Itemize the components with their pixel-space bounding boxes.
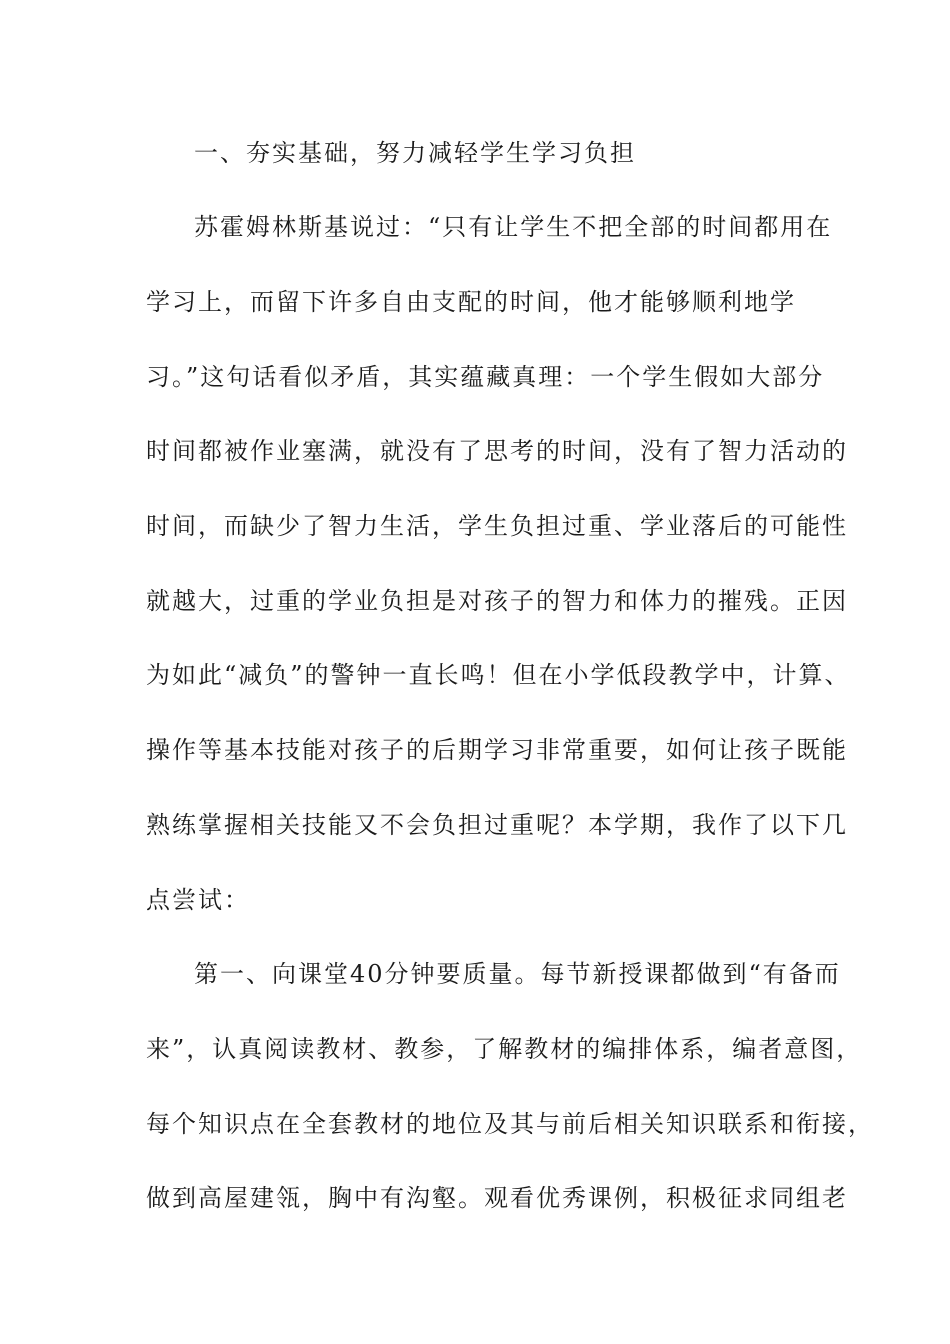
paragraph-line: 时间，而缺少了智力生活，学生负担过重、学业落后的可能性: [146, 512, 848, 540]
paragraph-line: 习。”这句话看似矛盾，其实蕴藏真理：一个学生假如大部分: [146, 363, 825, 391]
paragraph-line: 就越大，过重的学业负担是对孩子的智力和体力的摧残。正因: [146, 587, 848, 615]
paragraph-line: 做到高屋建瓴，胸中有沟壑。观看优秀课例，积极征求同组老: [146, 1184, 848, 1212]
paragraph-line: 熟练掌握相关技能又不会负担过重呢？本学期，我作了以下几: [146, 811, 848, 839]
paragraph-line: 苏霍姆林斯基说过：“只有让学生不把全部的时间都用在: [194, 213, 833, 241]
section-heading: 一、夯实基础，努力减轻学生学习负担: [194, 139, 636, 167]
paragraph-line: 操作等基本技能对孩子的后期学习非常重要，如何让孩子既能: [146, 736, 848, 764]
paragraph-line: 学习上，而留下许多自由支配的时间，他才能够顺利地学: [146, 288, 796, 316]
paragraph-line: 点尝试：: [146, 886, 250, 914]
paragraph-line: 为如此“减负”的警钟一直长鸣！但在小学低段教学中，计算、: [146, 661, 851, 689]
paragraph-line: 时间都被作业塞满，就没有了思考的时间，没有了智力活动的: [146, 437, 848, 465]
paragraph-line: 每个知识点在全套教材的地位及其与前后相关知识联系和衔接，: [146, 1110, 874, 1138]
paragraph-line: 来”，认真阅读教材、教参，了解教材的编排体系，编者意图，: [146, 1035, 863, 1063]
paragraph-line: 第一、向课堂40分钟要质量。每节新授课都做到“有备而: [194, 960, 841, 988]
